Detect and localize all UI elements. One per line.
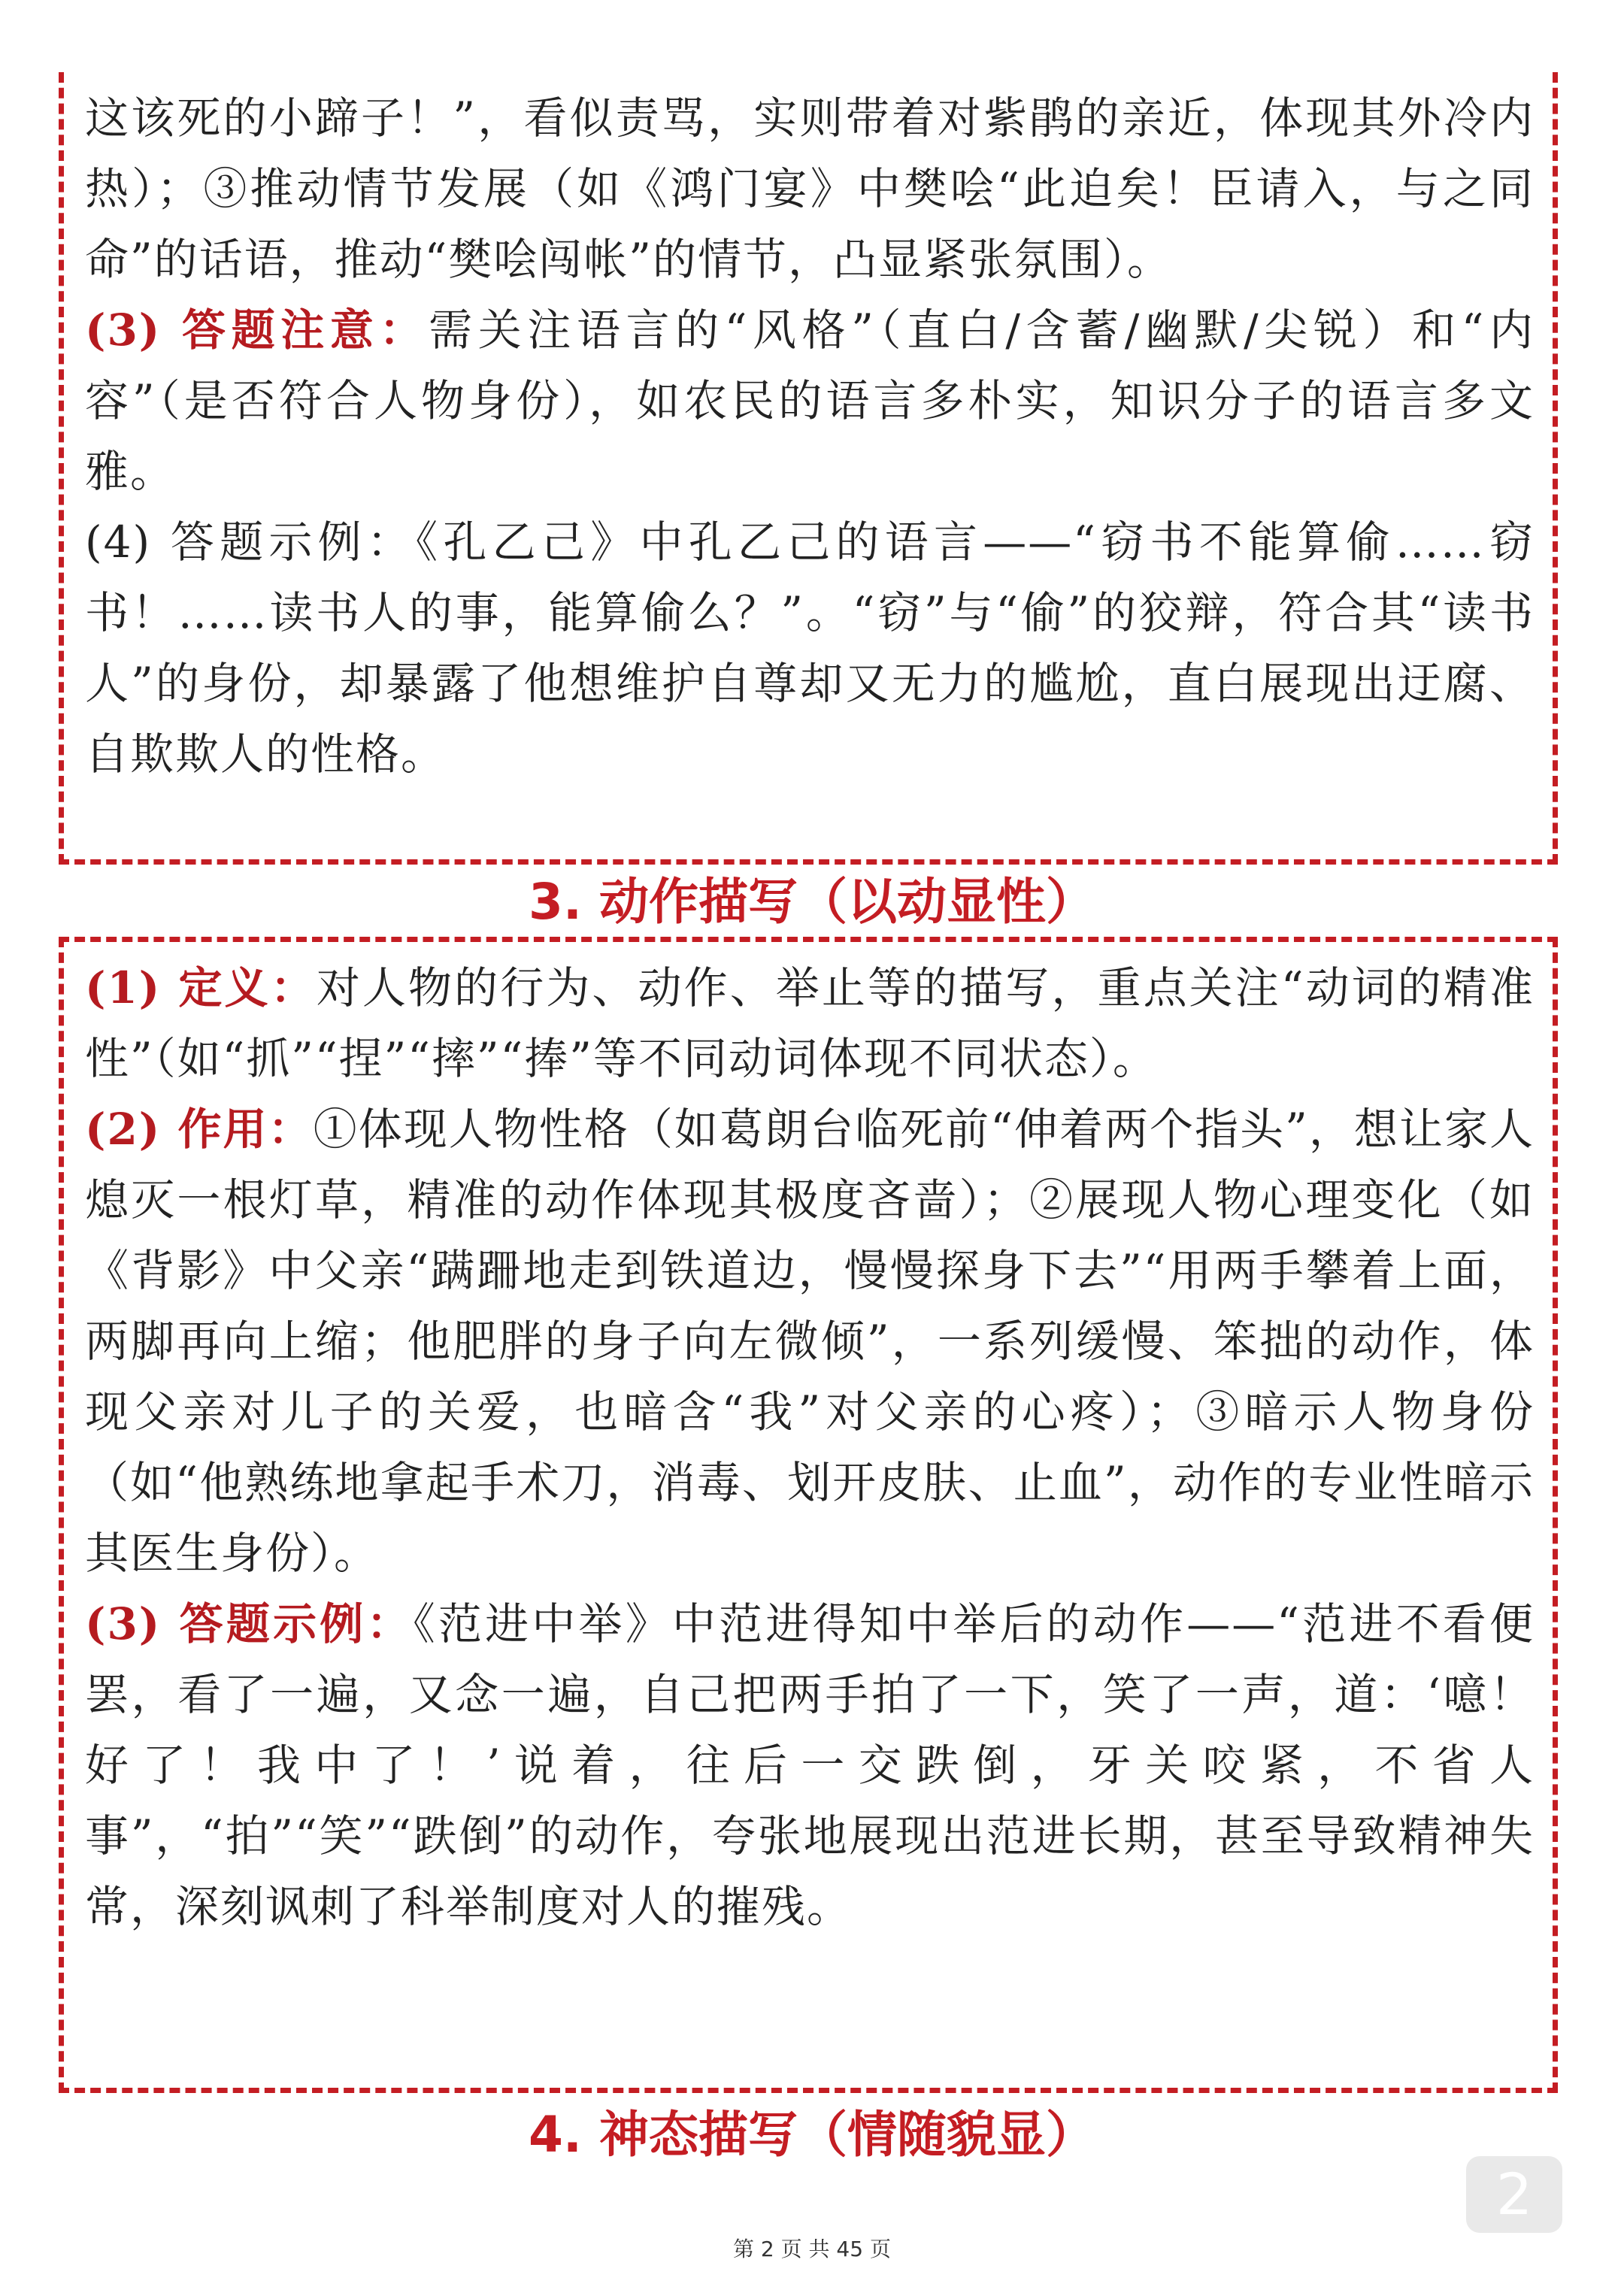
page-number-badge: 2 (1466, 2156, 1562, 2233)
section3-box (59, 937, 1558, 2093)
example-paragraph (85, 1589, 1535, 1942)
notes-text: 需关注语言的“风格”（直白/含蓄/幽默/尖锐）和“内容”（是否符合人物身份），如农民的语言多朴实，知识分子的语言多文雅。 (85, 304, 1535, 497)
definition-label: (1) 定义： (85, 962, 317, 1013)
section2-continuation-box (59, 72, 1558, 865)
page-footer: 第 2 页 共 45 页 (733, 2237, 891, 2261)
example-text: 《范进中举》中范进得知中举后的动作——“范进不看便罢，看了一遍，又念一遍，自己把两手拍了一下，笑了一声，道：‘噫！好了！我中了！’说着，往后一交跌倒，牙关咬紧，不省人事”，“拍”“笑”“跌倒”的动作，夸张地展现出范进长期 (85, 1598, 1535, 1861)
section3-heading: 3. 动作描写（以动显性） (529, 873, 1095, 931)
definition-paragraph (85, 953, 1535, 1094)
example-text-end: ，甚至导致精神失常，深刻讽刺了科举制度对人的摧残。 (85, 1810, 1535, 1932)
section4-heading: 4. 神态描写（情随貌显） (529, 2106, 1095, 2164)
notes-label: (3) 答题注意： (85, 304, 429, 356)
section2-paragraph-notes (85, 295, 1535, 507)
section2-paragraph-1: 这该死的小蹄子！”，看似责骂，实则带着对紫鹃的亲近，体现其外冷内热）；③推动情节发展（如《鸿门宴》中樊哙“此迫矣！臣请入，与之同命”的话语，推动“樊哙闯帐”的情节，凸显紧张氛围）。 (85, 92, 1535, 285)
definition-text: 对人物的行为、动作、举止等的描写，重点关注“动词的精准性”（如“抓”“捏”“摔”“捧”等不同动词体现不同状态）。 (85, 962, 1535, 1084)
function-text: ①体现人物性格（如葛朗台临死前“伸着两个指头”，想让家人熄灭一根灯草，精准的动作体现其极度吝啬）；②展现人物心理变化（如《背影》中父亲“蹒跚地走到铁道边，慢慢探身下去”“用两手攀着上面，两脚再向上缩；他肥胖的身子向左微倾”，一系列缓慢、笨拙的动作，体现父亲对儿子的关爱，也暗含“我”对父亲的心疼）；③暗示人物身份（如“他熟练地拿起手术刀，消毒、划开皮肤、止血”，动作的专业性暗示其医生身份）。 (85, 1104, 1535, 1579)
function-paragraph (85, 1094, 1535, 1589)
function-label: (2) 作用： (85, 1104, 314, 1155)
section2-paragraph-example: (4) 答题示例：《孔乙己》中孔乙己的语言——“窃书不能算偷……窃书！……读书人的事，能算偷么？”。“窃”与“偷”的狡辩，符合其“读书人”的身份，却暴露了他想维护自尊却又无力的尴尬，直白展现出迂腐、自欺欺人的性格。 (85, 516, 1535, 780)
example-label: (3) 答题示例： (85, 1598, 414, 1649)
